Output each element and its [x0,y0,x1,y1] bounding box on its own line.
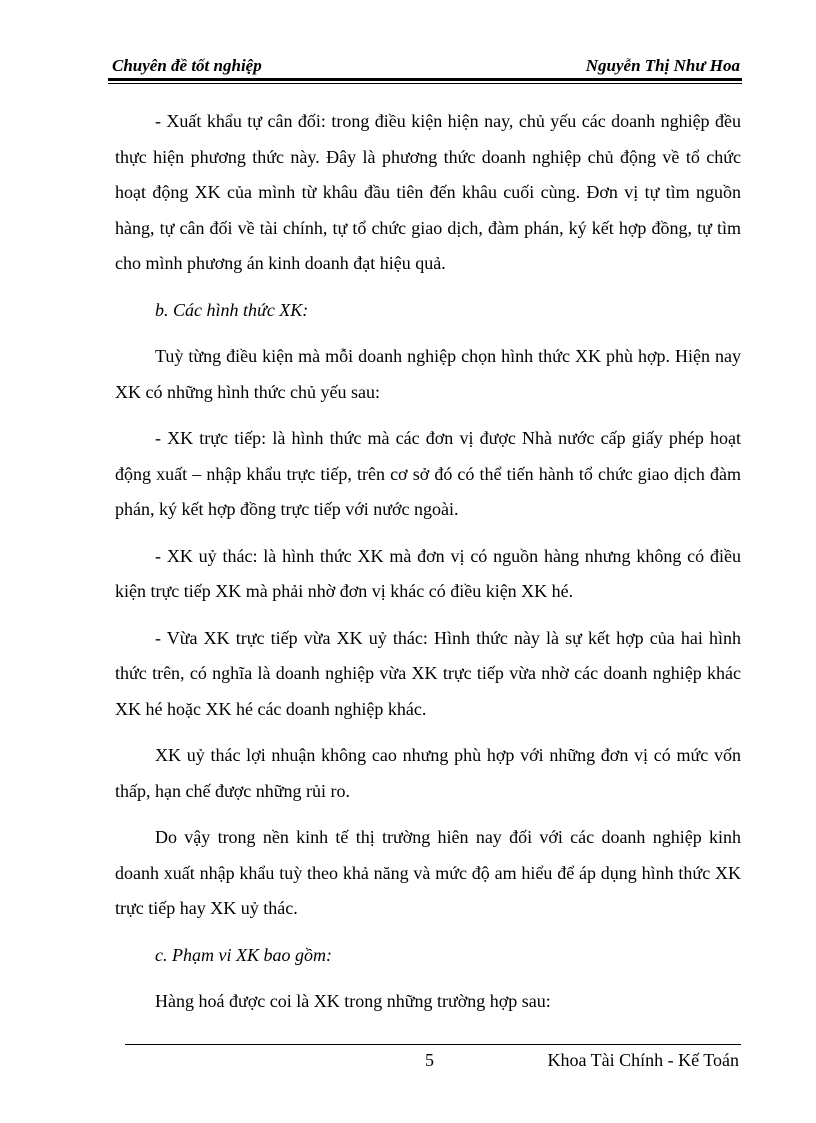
section-heading-export-scope: c. Phạm vi XK bao gồm: [155,944,332,965]
document-body [115,104,741,1031]
page-number: 5 [425,1050,434,1070]
paragraph-export-forms-intro: Tuỳ từng điều kiện mà mỗi doanh nghiệp chọn hình thức XK phù hợp. Hiện nay XK có những hình thức chủ yếu sau: [115,346,741,402]
page-header [112,46,740,76]
header-author: Nguyễn Thị Như Hoa [585,56,740,75]
paragraph-combined-export: - Vừa XK trực tiếp vừa XK uỷ thác: Hình thức này là sự kết hợp của hai hình thức trên, có nghĩa là doanh nghiệp vừa XK trực tiếp vừa nhờ các doanh nghiệp khác XK hé hoặc XK hé các doanh nghiệp khác. [115,627,741,719]
paragraph-export-scope-intro: Hàng hoá được coi là XK trong những trường hợp sau: [155,991,551,1011]
footer-department: Khoa Tài Chính - Kế Toán [547,1050,739,1070]
footer-divider [125,1044,741,1045]
header-title: Chuyên đề tốt nghiệp [112,56,262,75]
paragraph-conclusion: Do vậy trong nền kinh tế thị trường hiên nay đối với các doanh nghiệp kinh doanh xuất nhập khẩu tuỳ theo khả năng và mức độ am hiểu để áp dụng hình thức XK trực tiếp hay XK uỷ thác. [115,827,741,918]
paragraph-direct-export: - XK trực tiếp: là hình thức mà các đơn vị được Nhà nước cấp giấy phép hoạt động xuất – nhập khẩu trực tiếp, trên cơ sở đó có thể tiến hành tổ chức giao dịch đàm phán, ký kết hợp đồng trực tiếp với nước ngoài. [115,428,741,519]
section-heading-export-forms: b. Các hình thức XK: [155,299,309,320]
paragraph-entrusted-profit: XK uỷ thác lợi nhuận không cao nhưng phù hợp với những đơn vị có mức vốn thấp, hạn chế được những rủi ro. [115,745,741,801]
paragraph-self-balanced-export: - Xuất khẩu tự cân đối: trong điều kiện hiện nay, chủ yếu các doanh nghiệp đều thực hiện phương thức này. Đây là phương thức doanh nghiệp chủ động về tổ chức hoạt động XK của mình từ khâu đầu tiên đến khâu cuối cùng. Đơn vị tự tìm nguồn hàng, tự cân đối về tài chính, tự tổ chức giao dịch, đàm phán, ký kết hợp đồng, tự tìm cho mình phương án kinh doanh đạt hiệu quả. [115,111,741,273]
header-divider [108,78,742,84]
paragraph-entrusted-export: - XK uỷ thác: là hình thức XK mà đơn vị có nguồn hàng nhưng không có điều kiện trực tiếp XK mà phải nhờ đơn vị khác có điều kiện XK hé. [115,545,741,601]
page-footer [125,1050,741,1078]
